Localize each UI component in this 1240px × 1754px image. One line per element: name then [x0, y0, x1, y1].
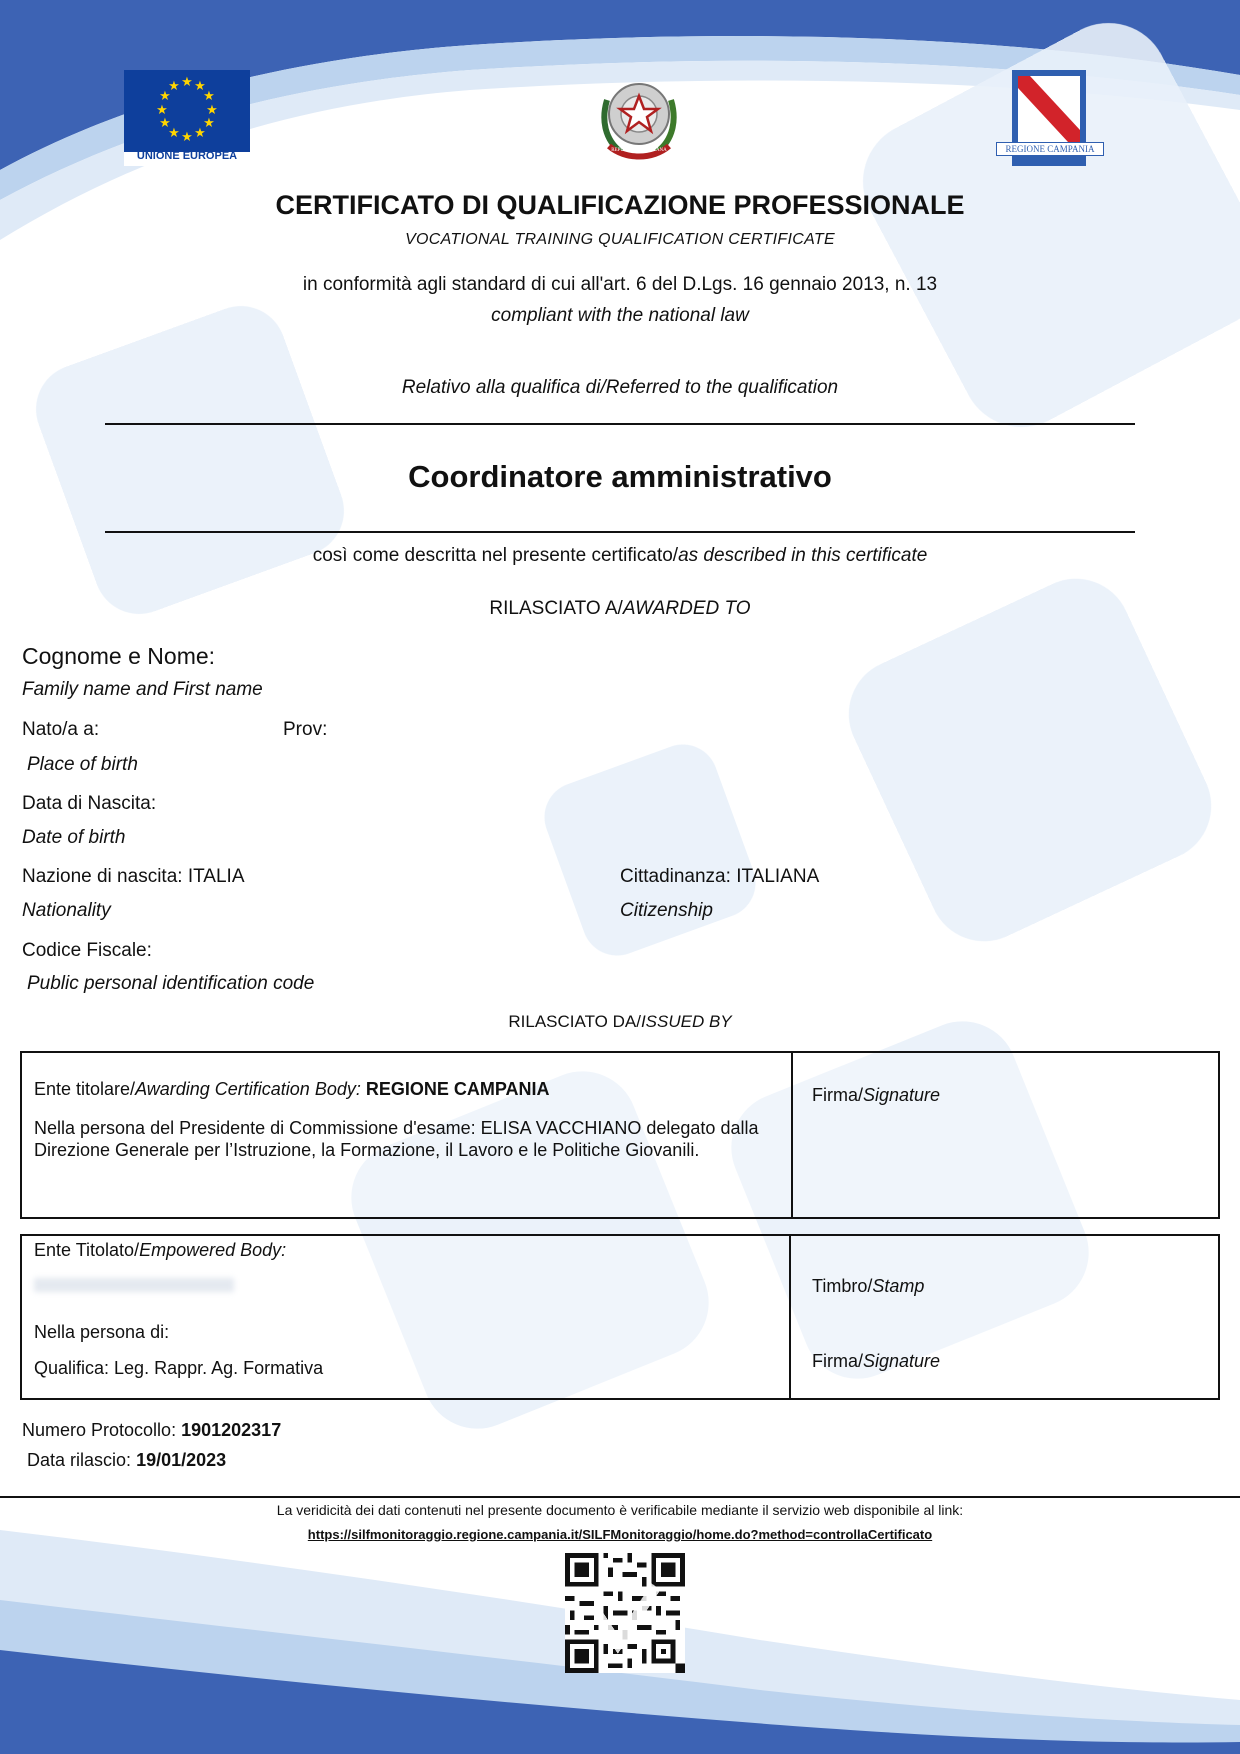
- footer-divider: [0, 1496, 1240, 1498]
- protocol-number-value: 1901202317: [181, 1420, 282, 1440]
- birthplace-label: Nato/a a:: [22, 719, 100, 740]
- name-label-en: Family name and First name: [22, 679, 263, 700]
- svg-text:★: ★: [194, 79, 206, 94]
- issued-by-it: RILASCIATO DA/: [508, 1012, 641, 1031]
- svg-text:★: ★: [168, 126, 180, 141]
- redacted-body-name: [34, 1278, 234, 1292]
- empowered-body-divider: [789, 1236, 791, 1398]
- dob-label-en: Date of birth: [22, 827, 126, 848]
- issue-date-label: Data rilascio:: [27, 1450, 132, 1470]
- svg-text:★: ★: [206, 103, 218, 118]
- issued-by-heading: [0, 1012, 1240, 1032]
- dob-label: Data di Nascita:: [22, 793, 157, 814]
- empowered-signature-label: [812, 1351, 940, 1372]
- empowered-body-label-en: Empowered Body:: [139, 1240, 287, 1260]
- svg-text:★: ★: [203, 116, 215, 131]
- tax-code-label-en: Public personal identification code: [27, 973, 315, 994]
- svg-text:★: ★: [159, 116, 171, 131]
- empowered-body-label-it: Ente Titolato/: [34, 1240, 140, 1260]
- nation-label-en: Nationality: [22, 900, 111, 921]
- described-text-it: così come descritta nel presente certificato/: [312, 545, 679, 566]
- awarding-signature-en: Signature: [863, 1085, 941, 1105]
- compliance-text: in conformità agli standard di cui all'art. 6 del D.Lgs. 16 gennaio 2013, n. 13: [302, 274, 938, 295]
- empowered-person-label: Nella persona di:: [34, 1322, 170, 1342]
- compliance-text-en: compliant with the national law: [491, 305, 749, 326]
- svg-text:★: ★: [181, 130, 193, 145]
- nation-of-birth: [22, 866, 245, 888]
- nation-value: ITALIA: [187, 866, 245, 887]
- divider-top: [105, 423, 1135, 425]
- referred-qualification-label: Relativo alla qualifica di/Referred to the qualification: [401, 377, 839, 398]
- awarded-to-en: AWARDED TO: [622, 598, 751, 619]
- citizenship-label: Cittadinanza:: [620, 866, 731, 887]
- awarded-to-it: RILASCIATO A/: [489, 598, 623, 619]
- nation-label: Nazione di nascita:: [22, 866, 183, 887]
- emblem-ribbon-text: REPUBBLICA ITALIANA: [611, 148, 667, 153]
- awarded-to-heading: [0, 598, 1240, 620]
- italian-emblem: [595, 70, 683, 166]
- issue-date: [27, 1450, 226, 1471]
- certificate-title: CERTIFICATO DI QUALIFICAZIONE PROFESSIONALE: [275, 190, 965, 220]
- birthplace-label-en: Place of birth: [27, 754, 138, 775]
- protocol-number: [22, 1420, 281, 1441]
- described-text-en: as described in this certificate: [678, 545, 928, 566]
- tax-code-label: Codice Fiscale:: [22, 940, 152, 961]
- awarding-body-label-en: Awarding Certification Body:: [135, 1079, 361, 1099]
- awarding-signature-label: [812, 1085, 940, 1106]
- svg-text:★: ★: [159, 89, 171, 104]
- citizenship-label-en: Citizenship: [620, 900, 713, 921]
- awarding-body-divider: [791, 1053, 793, 1217]
- qualification-name: Coordinatore amministrativo: [408, 459, 832, 494]
- divider-bottom: [105, 531, 1135, 533]
- citizenship-value: ITALIANA: [736, 866, 820, 887]
- awarding-body-box: [20, 1051, 1220, 1219]
- described-text: [0, 545, 1240, 567]
- qr-code-icon: [565, 1553, 685, 1673]
- stamp-label: [812, 1276, 924, 1297]
- eu-label: UNIONE EUROPEA: [136, 150, 238, 162]
- stamp-en: Stamp: [872, 1276, 925, 1296]
- regione-campania-label: REGIONE CAMPANIA: [996, 142, 1104, 156]
- svg-text:★: ★: [181, 75, 193, 90]
- citizenship: [620, 866, 819, 888]
- empowered-role: Qualifica: Leg. Rappr. Ag. Formativa: [34, 1358, 324, 1378]
- svg-text:★: ★: [156, 103, 168, 118]
- regione-campania-logo: [996, 70, 1102, 168]
- awarding-body-value: REGIONE CAMPANIA: [365, 1079, 550, 1099]
- verification-text: La veridicità dei dati contenuti nel presente documento è verificabile mediante il servizio web disponibile al link:: [276, 1502, 964, 1518]
- empowered-signature-it: Firma/: [812, 1351, 863, 1371]
- eu-logo: [124, 70, 250, 166]
- svg-text:★: ★: [168, 79, 180, 94]
- issued-by-en: ISSUED BY: [640, 1012, 732, 1031]
- empowered-body-box: [20, 1234, 1220, 1400]
- certificate-title-en: VOCATIONAL TRAINING QUALIFICATION CERTIFICATE: [405, 231, 835, 248]
- svg-text:★: ★: [203, 89, 215, 104]
- empowered-body-line: [34, 1240, 286, 1261]
- protocol-number-label: Numero Protocollo:: [22, 1420, 177, 1440]
- awarding-body-line: [34, 1079, 550, 1100]
- issue-date-value: 19/01/2023: [136, 1450, 227, 1470]
- verification-link[interactable]: https://silfmonitoraggio.regione.campania.it/SILFMonitoraggio/home.do?method=controllaCertificato: [307, 1527, 933, 1542]
- awarding-signature-it: Firma/: [812, 1085, 863, 1105]
- empowered-signature-en: Signature: [863, 1351, 941, 1371]
- commission-president-text: Nella persona del Presidente di Commissione d'esame: ELISA VACCHIANO delegato dalla Direzione Generale per l’Istruzione, la Formazione, il Lavoro e le Politiche Giovanili.: [34, 1118, 759, 1160]
- svg-text:★: ★: [194, 126, 206, 141]
- name-label: Cognome e Nome:: [22, 643, 216, 669]
- province-label: Prov:: [283, 719, 328, 740]
- awarding-body-label-it: Ente titolare/: [34, 1079, 136, 1099]
- stamp-it: Timbro/: [812, 1276, 873, 1296]
